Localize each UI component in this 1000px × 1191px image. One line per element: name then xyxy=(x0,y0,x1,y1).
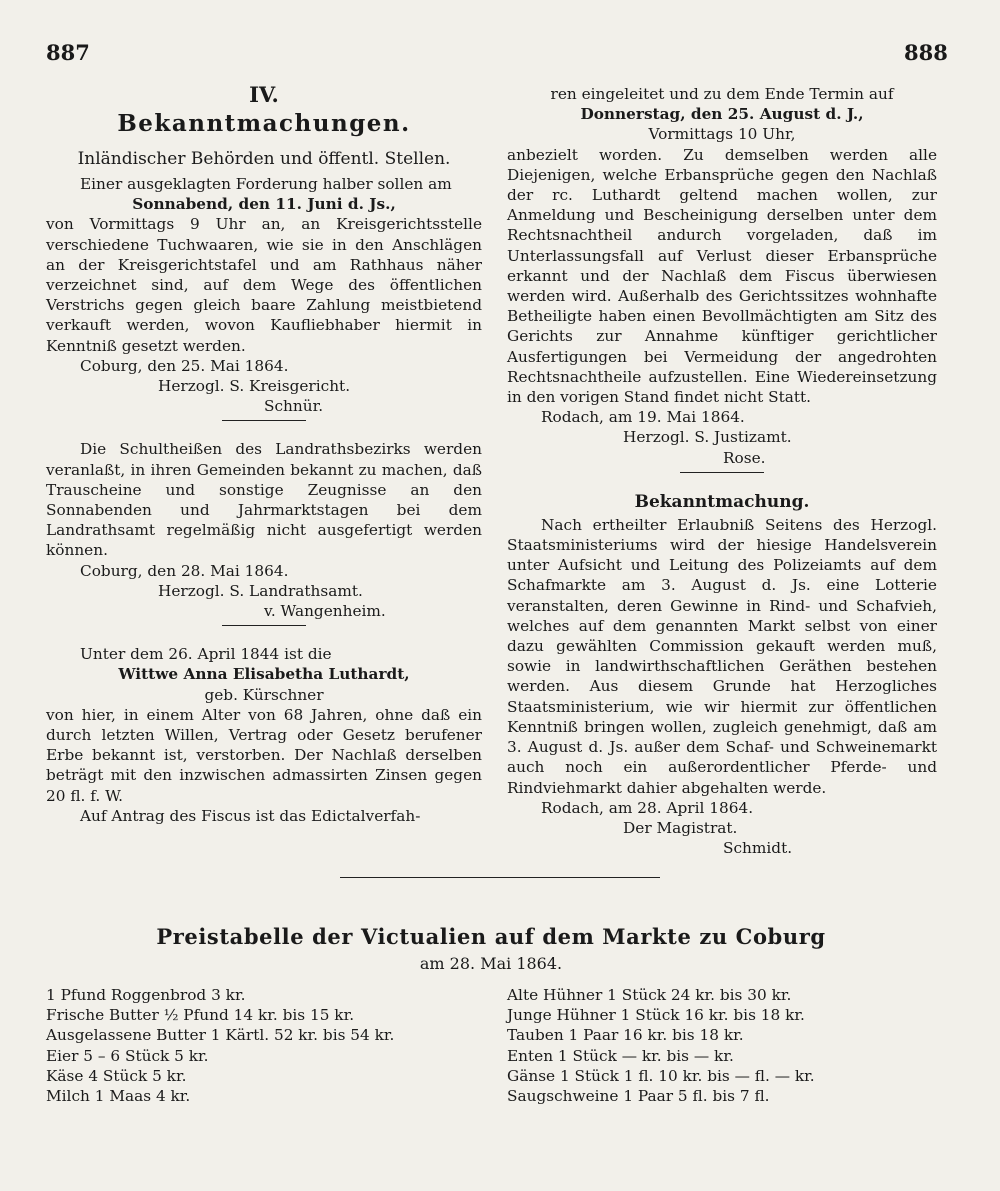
left-column xyxy=(46,84,482,826)
notice-auction-signature: Schnür. xyxy=(264,397,324,416)
notice-auction-authority: Herzogl. S. Kreisgericht. xyxy=(158,377,351,396)
price-list-right xyxy=(507,985,815,1106)
notice-estate-intro: Unter dem 26. April 1844 ist die xyxy=(80,645,332,664)
notice-estate xyxy=(46,644,482,826)
notice-marriage-place-date: Coburg, den 28. Mai 1864. xyxy=(80,561,289,580)
divider xyxy=(222,420,306,421)
notice-auction xyxy=(46,174,482,416)
section-title: Bekanntmachungen. xyxy=(117,110,411,137)
notice-marriage-body: Die Schultheißen des Landrathsbezirks werden veranlaßt, in ihren Gemeinden bekannt zu machen, daß Trauscheine und sonstige Zeugnisse an den Sonnabenden und Jahrmarktstagen bei dem Landrathsamt regelmäßig nicht ausgefertigt werden können. xyxy=(46,440,482,560)
price-item: Frische Butter ½ Pfund 14 kr. bis 15 kr. xyxy=(46,1006,355,1025)
price-table-date: am 28. Mai 1864. xyxy=(419,954,563,973)
notice-lottery-heading: Bekanntmachung. xyxy=(634,491,810,512)
notice-auction-date: Sonnabend, den 11. Juni d. Js., xyxy=(132,195,396,214)
notice-auction-body: von Vormittags 9 Uhr an, an Kreisgerichtsstelle verschiedene Tuchwaaren, wie sie in den Anschlägen an der Kreisgerichtstafel und am Rathhaus näher verzeichnet sind, auf dem Wege des öffentlichen Verstrichs gegen gleich baare Zahlung meistbietend verkauft werden, wovon Kaufliebhaber hiermit in Kenntniß gesetzt werden. xyxy=(46,215,482,355)
price-item: Milch 1 Maas 4 kr. xyxy=(46,1087,191,1106)
notice-estate-cont-line1: ren eingeleitet und zu dem Ende Termin auf xyxy=(550,85,894,103)
notice-estate-name: Wittwe Anna Elisabetha Luthardt, xyxy=(118,665,410,684)
price-item: Enten 1 Stück — kr. bis — kr. xyxy=(507,1046,734,1065)
divider-full xyxy=(340,877,660,878)
price-table-title: Preistabelle der Victualien auf dem Markte zu Coburg xyxy=(156,924,826,949)
section-subtitle: Inländischer Behörden und öffentl. Stellen. xyxy=(77,149,451,169)
price-item: Tauben 1 Paar 16 kr. bis 18 kr. xyxy=(507,1026,744,1045)
notice-lottery-body: Nach ertheilter Erlaubniß Seitens des Herzogl. Staatsministeriums wird der hiesige Handelsverein unter Aufsicht und Leitung des Polizeiamts auf dem Schafmarkte am 3. August d. Js. eine Lotterie veranstalten, deren Gewinne in Rind- und Schafvieh, welches auf dem genannten Markt selbst von einer dazu gewählten Commission gekauft werden muß, sowie in landwirthschaftlichen Geräthen bestehen werden. Aus diesem Grunde hat Herzogliches Staatsministerium, wie wir hiermit zur öffentlichen Kenntniß bringen wollen, zugleich genehmigt, daß am 3. August d. Js. außer dem Schaf- und Schweinemarkt auch noch ein außerordentlicher Pferde- und Rindviehmarkt dahier abgehalten werde. xyxy=(507,515,937,797)
price-item: Gänse 1 Stück 1 fl. 10 kr. bis — fl. — kr. xyxy=(507,1066,815,1085)
notice-estate-term-date: Donnerstag, den 25. August d. J., xyxy=(580,105,864,124)
notice-auction-intro: Einer ausgeklagten Forderung halber sollen am xyxy=(80,175,452,193)
notice-estate-body: von hier, in einem Alter von 68 Jahren, ohne daß ein durch letzten Willen, Vertrag oder Gesetz berufener Erbe bekannt ist, verstorben. Der Nachlaß derselben beträgt mit den inzwischen admassirten Zinsen gegen 20 fl. f. W. xyxy=(46,705,482,805)
notice-marriage-signature: v. Wangenheim. xyxy=(264,602,386,621)
notice-auction-place-date: Coburg, den 25. Mai 1864. xyxy=(80,356,289,375)
notice-marriage-authority: Herzogl. S. Landrathsamt. xyxy=(158,581,363,600)
price-item: Saugschweine 1 Paar 5 fl. bis 7 fl. xyxy=(507,1087,770,1106)
notice-estate-continuation: Auf Antrag des Fiscus ist das Edictalverfah- xyxy=(80,806,421,825)
price-item: Käse 4 Stück 5 kr. xyxy=(46,1066,187,1085)
price-item: 1 Pfund Roggenbrod 3 kr. xyxy=(46,986,246,1004)
section-number: IV. xyxy=(249,82,279,107)
notice-lottery-authority: Der Magistrat. xyxy=(623,818,738,837)
price-item: Eier 5 – 6 Stück 5 kr. xyxy=(46,1046,209,1065)
price-item: Alte Hühner 1 Stück 24 kr. bis 30 kr. xyxy=(507,986,792,1004)
price-list-left xyxy=(46,985,394,1106)
page-number-left: 887 xyxy=(46,40,90,65)
notice-marriage-certificates xyxy=(46,439,482,621)
notice-lottery-place-date: Rodach, am 28. April 1864. xyxy=(541,798,754,817)
notice-estate-cont xyxy=(507,84,937,468)
price-item: Ausgelassene Butter 1 Kärtl. 52 kr. bis 54 kr. xyxy=(46,1026,395,1045)
notice-estate-place-date: Rodach, am 19. Mai 1864. xyxy=(541,408,745,427)
right-column xyxy=(507,84,937,858)
notice-lottery-signature: Schmidt. xyxy=(723,839,793,858)
page-number-right: 888 xyxy=(904,40,948,65)
notice-estate-cont-body: anbezielt worden. Zu demselben werden alle Diejenigen, welche Erbansprüche gegen den Nachlaß der rc. Luthardt geltend machen wollen, zur Anmeldung und Bescheinigung derselben unter dem Rechtsnachtheil andurch vorgeladen, daß im Unterlassungsfall auf Verlust dieser Erbansprüche erkannt und der Nachlaß dem Fiscus überwiesen werden wird. Außerhalb des Gerichtssitzes wohnhafte Betheiligte haben einen Bevollmächtigten am Sitz des Gerichts zur Annahme künftiger gerichtlicher Ausfertigungen bei Vermeidung der angedrohten Rechtsnachtheile aufzustellen. Eine Wiedereinsetzung in den vorigen Stand findet nicht Statt. xyxy=(507,145,937,407)
price-item: Junge Hühner 1 Stück 16 kr. bis 18 kr. xyxy=(507,1006,805,1025)
divider xyxy=(222,625,306,626)
notice-estate-signature: Rose. xyxy=(723,448,766,467)
divider xyxy=(680,472,764,473)
notice-lottery xyxy=(507,491,937,858)
notice-estate-born: geb. Kürschner xyxy=(204,685,324,704)
notice-estate-authority: Herzogl. S. Justizamt. xyxy=(623,428,792,447)
notice-estate-term-time: Vormittags 10 Uhr, xyxy=(648,125,796,144)
